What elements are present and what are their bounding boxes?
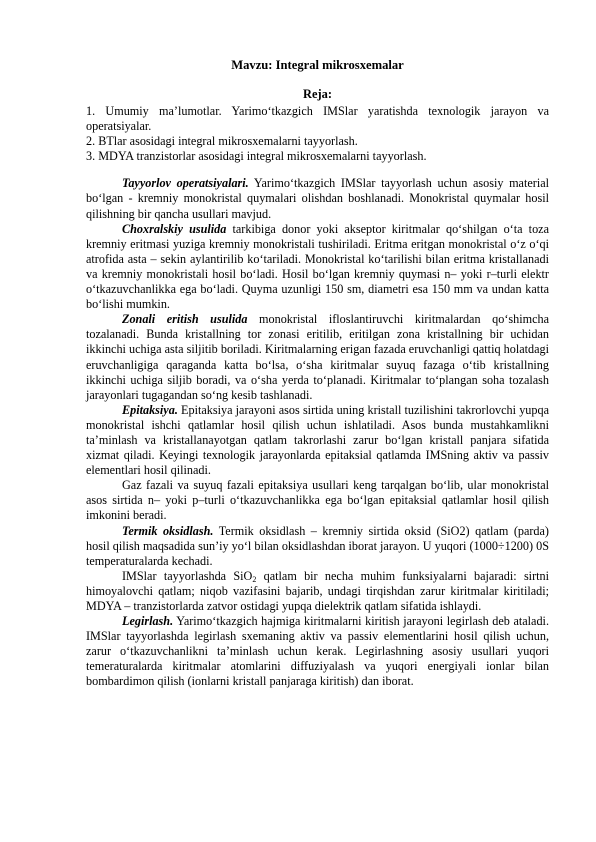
term-heading: Zonali eritish usulida [122, 312, 248, 327]
paragraph-doping [86, 614, 549, 689]
paragraph-epitaxy [86, 403, 549, 478]
term-heading: Epitaksiya. [122, 402, 178, 417]
paragraph-epitaxy-methods [86, 478, 549, 523]
paragraph-preparation [86, 176, 549, 221]
paragraph-thermal-oxidation [86, 524, 549, 569]
paragraph-czochralski [86, 222, 549, 313]
paragraph-text: Gaz fazali va suyuq fazali epitaksiya usullari keng tarqalgan bo‘lib, ular monokristal asos sirtida n– yoki p–turli o‘tkazuvchanlikka ega bo‘lgan epitaksial qatlamlar hosil qilish imkonini beradi. [86, 478, 549, 523]
term-heading: Choxralskiy usulida [122, 221, 227, 236]
term-heading: Legirlash. [122, 614, 174, 629]
paragraph-text: Epitaksiya jarayoni asos sirtida uning kristall tuzilishini takrorlovchi yupqa monokristal ishchi qatlamlar hosil qilish uchun ishlatiladi. Asos bunda mustahkamlikni ta’minlash va kristallanayotgan qatlam takrorlashi zarur bo‘lgan kristall panjara sifatida xizmat qiladi. Keyingi texnologik jarayonlarda epitaksial qatlamda IMSning aktiv va passiv elementlari hosil qilinadi. [86, 402, 549, 478]
document-page [86, 58, 549, 690]
subscript: 2 [252, 574, 257, 584]
plan-heading: Reja: [303, 87, 332, 101]
paragraph-text: Yarimo‘tkazgich IMSlar tayyorlash uchun asosiy material bo‘lgan - kremniy monokristal quymalari olishdan boshlanadi. Monokristal quymalar hosil qilishning bir qancha usullari mavjud. [86, 176, 549, 221]
page-title: Mavzu: Integral mikrosxemalar [231, 58, 404, 72]
paragraph-zone-melting [86, 312, 549, 403]
section-gap [86, 164, 549, 176]
paragraph-text: tarkibiga donor yoki akseptor kiritmalar qo‘shilgan o‘ta toza kremniy eritmasi yuziga kremniy monokristali tushiriladi. Eritma eritgan monokristal o‘z o‘qi atrofida asta – sekin aylantirilib ko‘tariladi. Monokristal ko‘tarilishi bilan eritma kristallanadi va kremniy monokristali hosil bo‘ladi. Hosil bo‘lgan kremniy quymasi n– yoki r–turli elektr o‘tkazuvchanlikka ega bo‘ladi. Quyma uzunligi 150 sm, diametri esa 150 mm va undan katta bo‘lishi mumkin. [86, 221, 549, 312]
paragraph-sio2-functions [86, 569, 549, 614]
paragraph-text: monokristal ifloslantiruvchi kiritmalardan qo‘shimcha tozalanadi. Bunda kristallning tor zonasi eritilib, eritilgan zona kristallning bir uchidan ikkinchi uchiga asta siljitib boriladi. Kiritmalarning erigan fazada eruvchanligi qattiq holatdagi eruvchanligiga qaraganda katta bo‘lsa, o‘sha kiritmalar suyuq fazaga o‘tib kristallning ikkinchi uchiga siljib boradi, va o‘sha yerda to‘planadi. Kiritmalar to‘plangan soha tozalash jarayonlari tugagandan so‘ng kesib tashlanadi. [86, 312, 549, 402]
paragraph-text: Yarimo‘tkazgich hajmiga kiritmalarni kiritish jarayoni legirlash deb ataladi. IMSlar tayyorlashda legirlash sxemaning aktiv va passiv elementlarini hosil qilish uchun, zarur o‘tkazuvchanlikni ta’minlash uchun kerak. Legirlashning asosiy usullari yuqori temeraturalarda kiritmalar atomlarini diffuziyalash va yuqori energiyali ionlar bilan bombardimon qilish (ionlarni kristall panjaraga kiritish) dan iborat. [86, 614, 549, 689]
plan-item: 1. Umumiy ma’lumotlar. Yarimo‘tkazgich IMSlar yaratishda texnologik jarayon va operatsiyalar. [86, 104, 549, 134]
plan-list [86, 104, 549, 164]
paragraph-text: qatlam bir necha muhim funksiyalarni bajaradi: sirtni himoyalovchi qatlam; niqob vazifasini bajarib, undagi tirqishdan zarur kiritmalar kiritiladi; MDYA – tranzistorlarda zatvor ostidagi yupqa dielektrik qatlam sifatida ishlaydi. [86, 568, 549, 613]
term-heading: Tayyorlov operatsiyalari. [122, 176, 249, 191]
plan-item: 2. BTlar asosidagi integral mikrosxemalarni tayyorlash. [86, 134, 358, 149]
paragraph-text: Termik oksidlash – kremniy sirtida oksid (SiO2) qatlam (parda) hosil qilish maqsadida sun’iy yo‘l bilan oksidlashdan iborat jarayon. U yuqori (1000÷1200) 0S temperaturalarda kechadi. [86, 523, 549, 568]
body-text [86, 176, 549, 689]
paragraph-text-lead: IMSlar tayyorlashda SiO [122, 568, 253, 583]
plan-item: 3. MDYA tranzistorlar asosidagi integral mikrosxemalarni tayyorlash. [86, 149, 427, 164]
term-heading: Termik oksidlash. [122, 523, 214, 538]
